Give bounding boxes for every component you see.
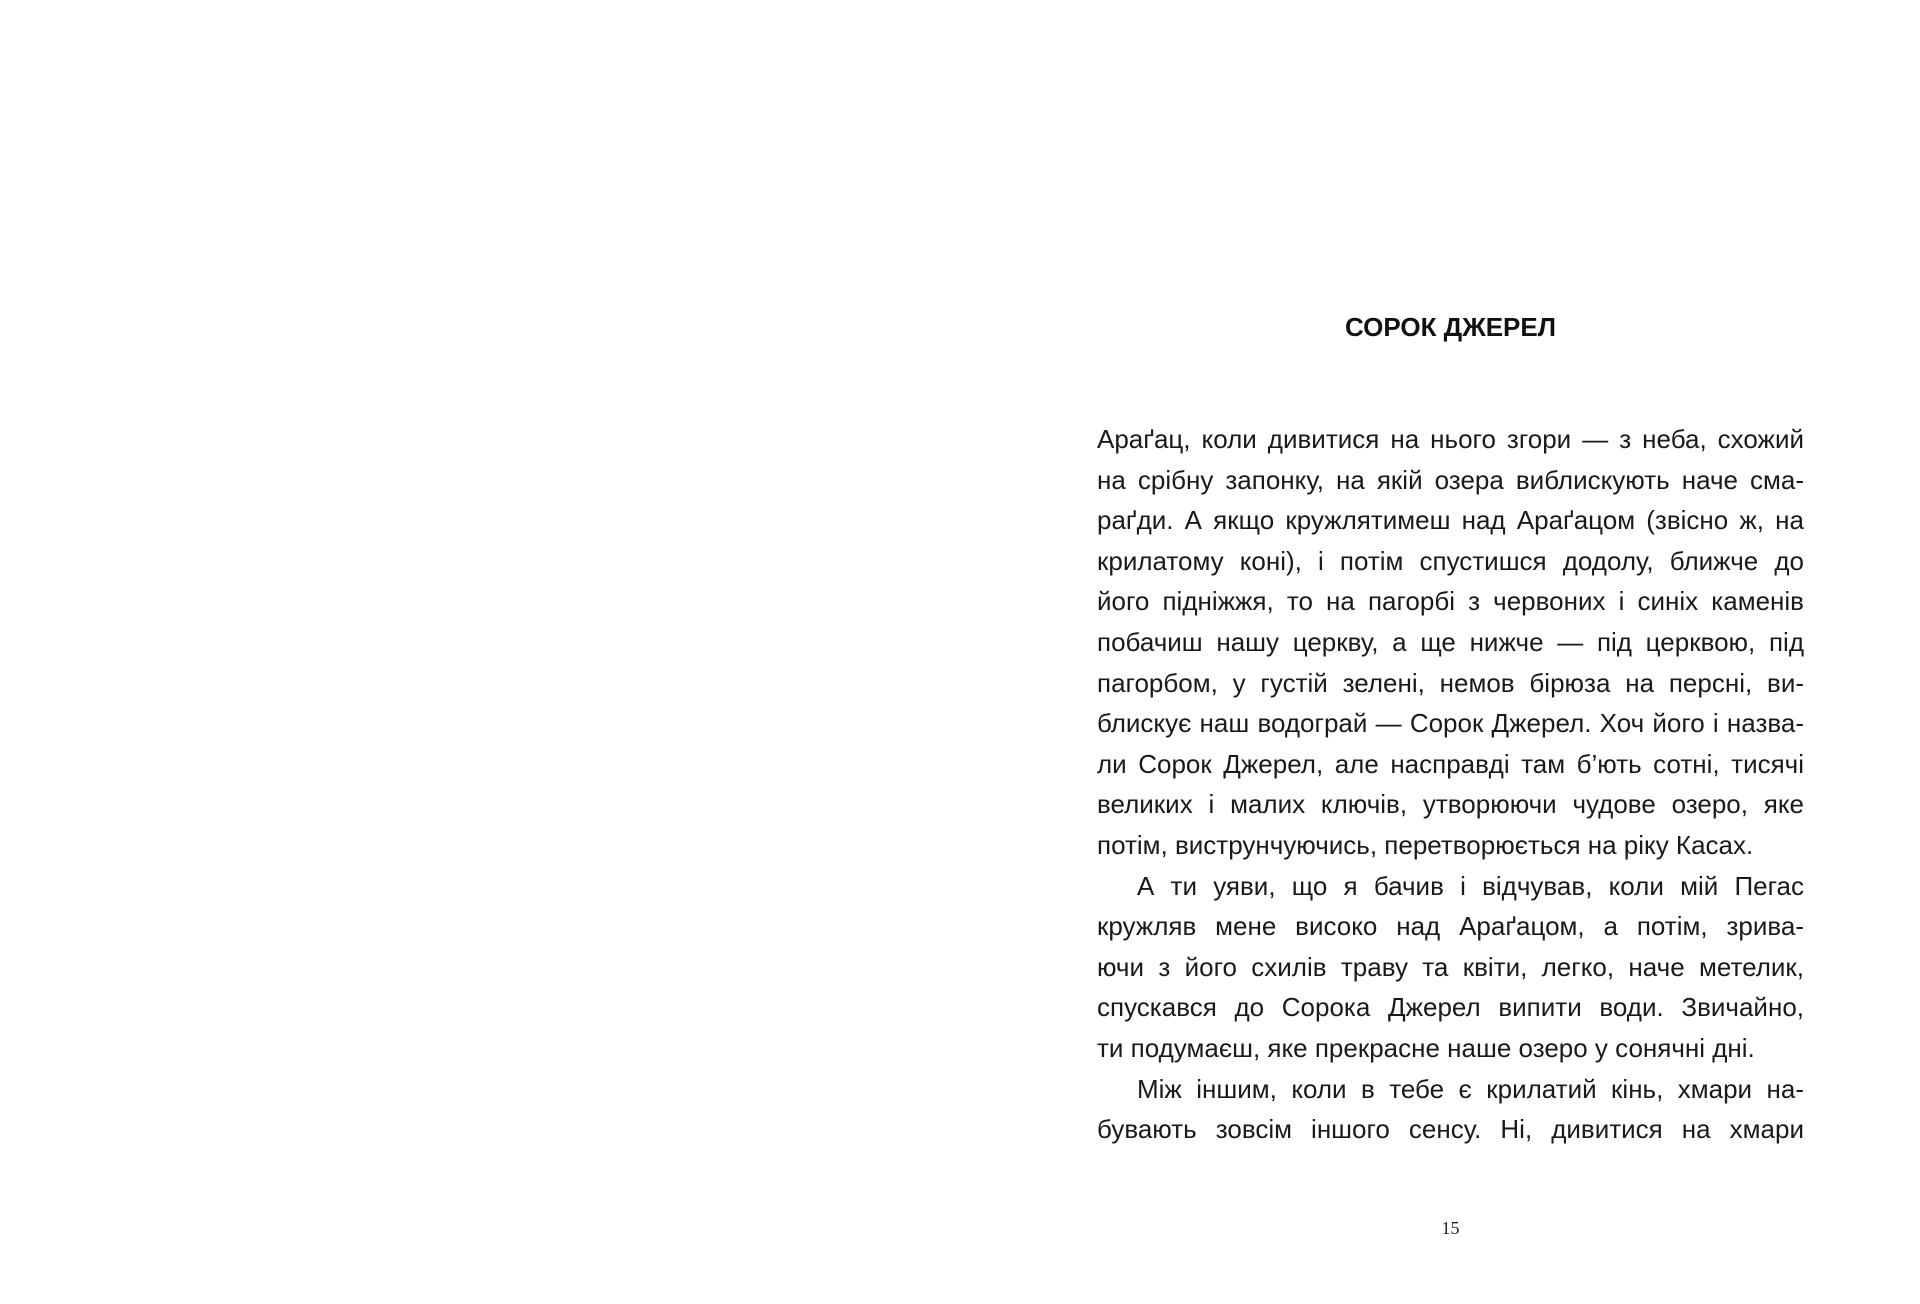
- text-line: побачиш нашу церкву, а ще нижче — під церквою, під: [1097, 626, 1804, 657]
- text-line: його підніжжя, то на пагорбі з червоних і синіх каменів: [1097, 586, 1804, 617]
- page-number: 15: [1441, 1218, 1460, 1238]
- text-line: ти подумаєш, яке прекрасне наше озеро у сонячні дні.: [1097, 1032, 1755, 1063]
- chapter-body: [1097, 419, 1804, 1150]
- text-line: на срібну запонку, на якій озера виблискують наче сма-: [1097, 464, 1804, 495]
- text-line: блискує наш водограй — Сорок Джерел. Хоч його і назва-: [1097, 708, 1804, 739]
- chapter-title: СОРОК ДЖЕРЕЛ: [1345, 312, 1556, 342]
- text-line: Між іншим, коли в тебе є крилатий кінь, хмари на-: [1137, 1073, 1804, 1104]
- text-line: великих і малих ключів, утворюючи чудове озеро, яке: [1097, 789, 1804, 820]
- text-line: ючи з його схилів траву та квіти, легко, наче метелик,: [1097, 951, 1804, 982]
- text-line: спускався до Сорока Джерел випити води. Звичайно,: [1097, 992, 1804, 1023]
- text-line: ли Сорок Джерел, але насправді там б’ють сотні, тисячі: [1097, 748, 1804, 779]
- text-line: потім, виструнчуючись, перетворюється на ріку Касах.: [1097, 829, 1754, 860]
- text-line: раґди. А якщо кружлятимеш над Араґацом (звісно ж, на: [1097, 505, 1804, 536]
- text-line: кружляв мене високо над Араґацом, а потім, зрива-: [1097, 911, 1804, 942]
- text-line: Араґац, коли дивитися на нього згори — з неба, схожий: [1097, 424, 1804, 454]
- text-line: крилатому коні), і потім спустишся додолу, ближче до: [1097, 545, 1804, 576]
- text-line: бувають зовсім іншого сенсу. Ні, дивитися на хмари: [1097, 1114, 1804, 1145]
- text-line: пагорбом, у густій зелені, немов бірюза на персні, ви-: [1097, 667, 1804, 698]
- text-line: А ти уяви, що я бачив і відчував, коли мій Пегас: [1137, 870, 1804, 901]
